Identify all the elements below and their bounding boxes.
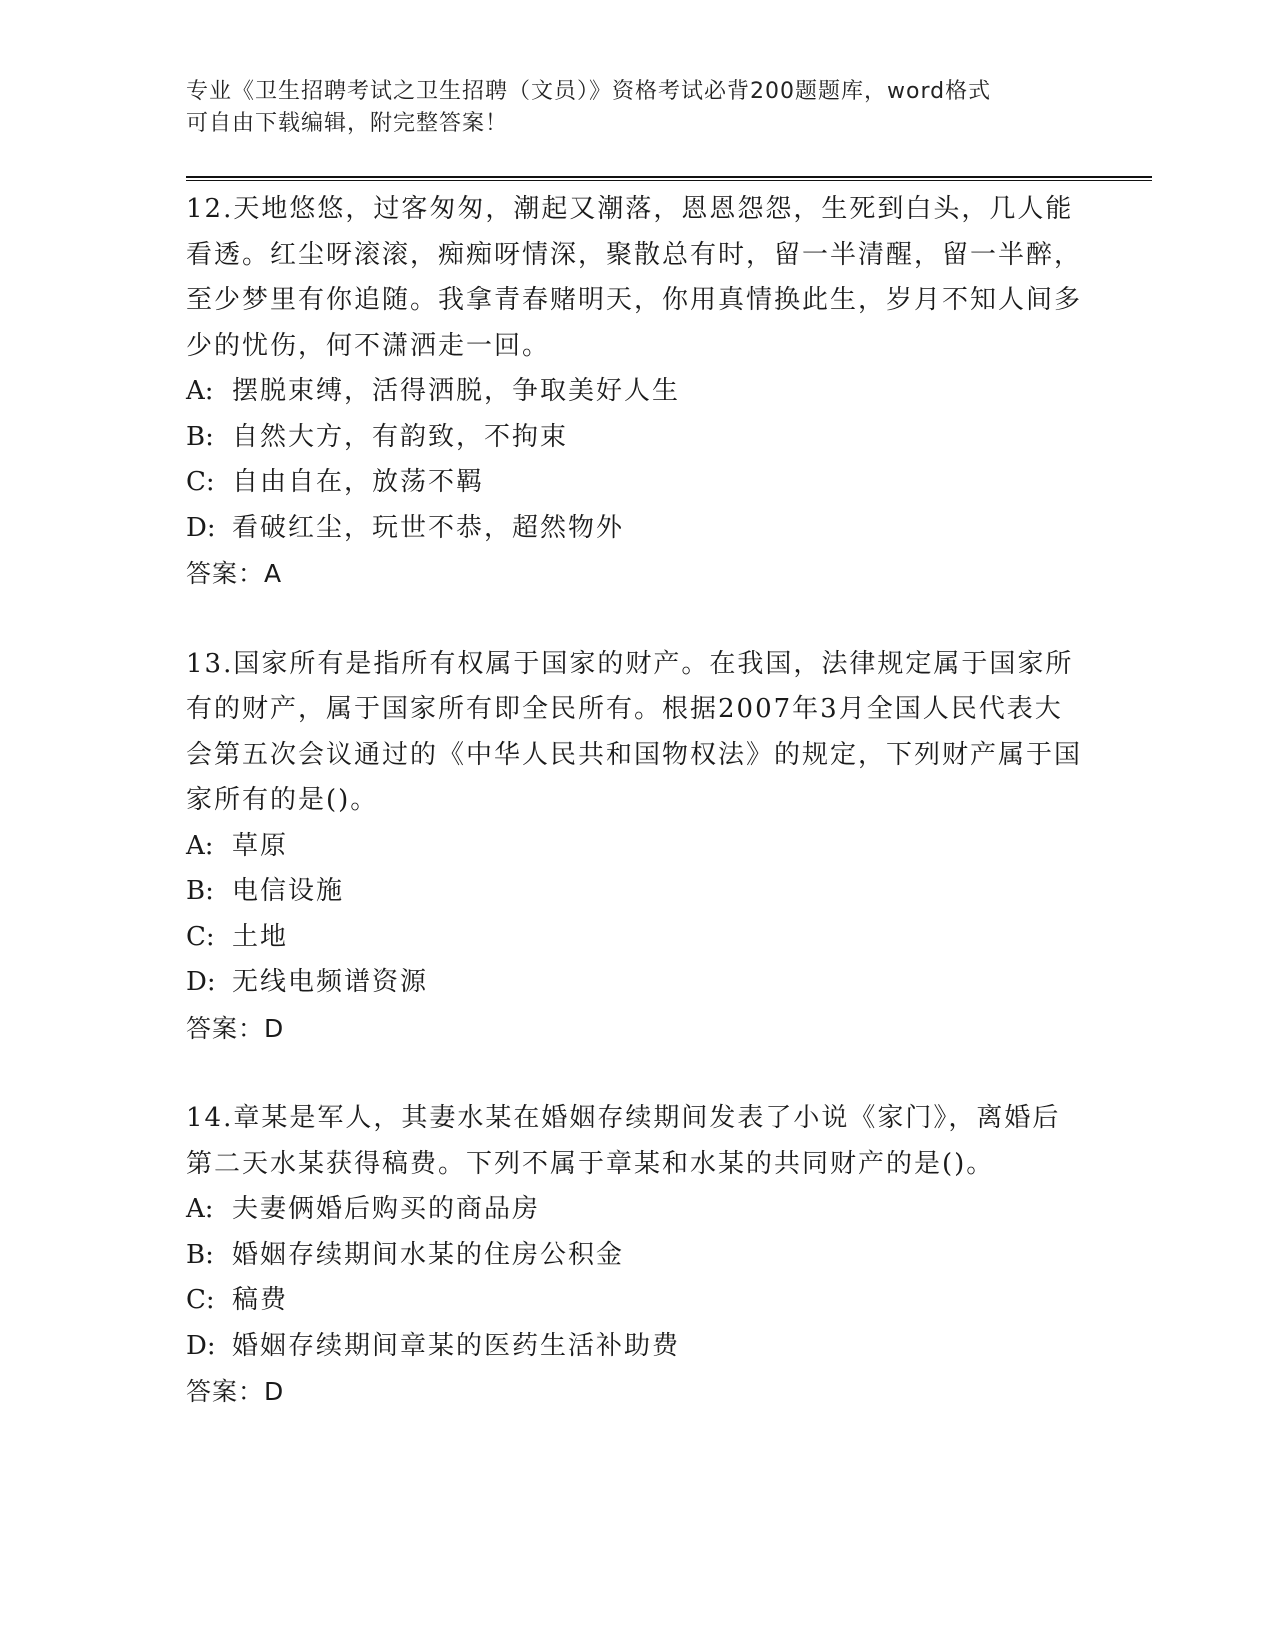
option-text: 看破红尘，玩世不恭，超然物外 <box>232 512 625 543</box>
option-key: B: <box>186 421 214 452</box>
option-c <box>186 460 1086 506</box>
header-line-1: 专业《卫生招聘考试之卫生招聘（文员）》资格考试必背200题题库，word格式 <box>186 79 992 104</box>
question-stem: 13.国家所有是指所有权属于国家的财产。在我国，法律规定属于国家所有的财产，属于国家所有即全民所有。根据2007年3月全国人民代表大会第五次会议通过的《中华人民共和国物权法》的规定，下列财产属于国家所有的是()。 <box>186 648 1083 815</box>
option-b <box>186 1233 1086 1279</box>
option-key: B: <box>186 1239 214 1270</box>
answer-line: 答案：D <box>186 1013 285 1043</box>
option-key: D: <box>186 512 216 543</box>
option-key: B: <box>186 876 214 906</box>
answer-line: 答案：D <box>186 1377 285 1406</box>
option-key: A: <box>186 1194 214 1224</box>
option-b <box>186 869 1086 915</box>
option-a <box>186 1187 1086 1233</box>
option-text: 电信设施 <box>232 876 345 906</box>
header-line-2: 可自由下载编辑，附完整答案！ <box>186 111 509 136</box>
option-key: A: <box>186 830 214 861</box>
option-text: 自然大方，有韵致，不拘束 <box>232 421 569 452</box>
option-text: 土地 <box>232 921 289 952</box>
option-text: 稿费 <box>232 1285 289 1315</box>
option-text: 无线电频谱资源 <box>232 967 429 997</box>
option-key: D: <box>186 967 216 997</box>
option-a <box>186 369 1086 415</box>
option-a <box>186 824 1086 870</box>
option-key: A: <box>186 376 214 406</box>
option-c <box>186 1278 1086 1324</box>
option-text: 草原 <box>232 830 289 861</box>
question-14 <box>186 1096 1086 1415</box>
option-text: 婚姻存续期间水某的住房公积金 <box>232 1239 625 1270</box>
option-text: 婚姻存续期间章某的医药生活补助费 <box>232 1330 681 1361</box>
option-key: C: <box>186 1285 215 1315</box>
option-d <box>186 960 1086 1006</box>
option-key: C: <box>186 921 215 952</box>
option-d <box>186 506 1086 552</box>
header-divider <box>186 176 1152 181</box>
question-12 <box>186 187 1086 597</box>
option-key: D: <box>186 1330 216 1361</box>
option-b <box>186 415 1086 461</box>
option-text: 夫妻俩婚后购买的商品房 <box>232 1194 541 1224</box>
option-text: 摆脱束缚，活得洒脱，争取美好人生 <box>232 376 681 406</box>
question-13 <box>186 642 1086 1052</box>
option-key: C: <box>186 467 215 497</box>
document-header <box>186 76 1066 140</box>
option-text: 自由自在，放荡不羁 <box>232 467 485 497</box>
answer-line: 答案：A <box>186 559 283 588</box>
option-d <box>186 1324 1086 1370</box>
question-stem: 14.章某是军人，其妻水某在婚姻存续期间发表了小说《家门》，离婚后第二天水某获得稿费。下列不属于章某和水某的共同财产的是()。 <box>186 1103 1061 1179</box>
question-list <box>186 187 1086 1460</box>
question-stem: 12.天地悠悠，过客匆匆，潮起又潮落，恩恩怨怨，生死到白头，几人能看透。红尘呀滚滚，痴痴呀情深，聚散总有时，留一半清醒，留一半醉，至少梦里有你追随。我拿青春赌明天，你用真情换此生，岁月不知人间多少的忧伤，何不潇洒走一回。 <box>186 194 1083 361</box>
option-c <box>186 915 1086 961</box>
